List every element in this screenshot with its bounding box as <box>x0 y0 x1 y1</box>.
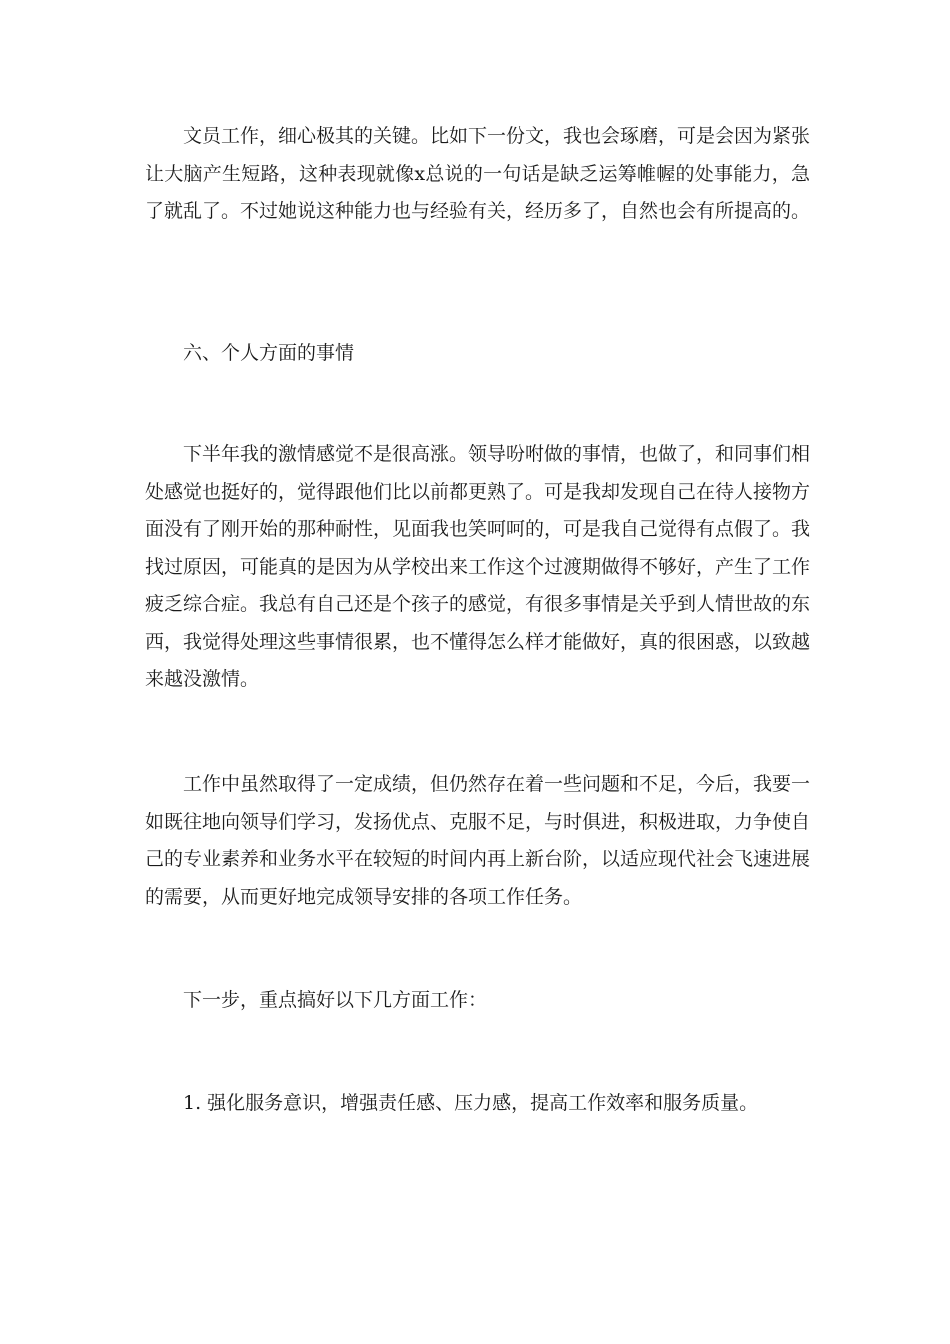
paragraph-summary: 工作中虽然取得了一定成绩，但仍然存在着一些问题和不足，今后，我要一如既往地向领导们学习，发扬优点、克服不足，与时俱进，积极进取，力争使自己的专业素养和业务水平在较短的时间内再上新台阶，以适应现代社会飞速进展的需要，从而更好地完成领导安排的各项工作任务。 <box>145 773 811 908</box>
paragraph-next-steps: 下一步，重点搞好以下几方面工作： <box>183 989 488 1011</box>
paragraph-clerk-work: 文员工作，细心极其的关键。比如下一份文，我也会琢磨，可是会因为紧张让大脑产生短路，这种表现就像x总说的一句话是缺乏运筹帷幄的处事能力，急了就乱了。不过她说这种能力也与经验有关，经历多了，自然也会有所提高的。 <box>145 125 811 222</box>
list-item-1: 1. 强化服务意识，增强责任感、压力感，提高工作效率和服务质量。 <box>183 1092 759 1114</box>
paragraph-personal-feelings: 下半年我的激情感觉不是很高涨。领导吩咐做的事情，也做了，和同事们相处感觉也挺好的，觉得跟他们比以前都更熟了。可是我却发现自己在待人接物方面没有了刚开始的那种耐性，见面我也笑呵呵的，可是我自己觉得有点假了。我找过原因，可能真的是因为从学校出来工作这个过渡期做得不够好，产生了工作疲乏综合症。我总有自己还是个孩子的感觉，有很多事情是关乎到人情世故的东西，我觉得处理这些事情很累，也不懂得怎么样才能做好，真的很困惑，以致越来越没激情。 <box>145 443 811 690</box>
section-heading-personal: 六、个人方面的事情 <box>183 342 355 364</box>
